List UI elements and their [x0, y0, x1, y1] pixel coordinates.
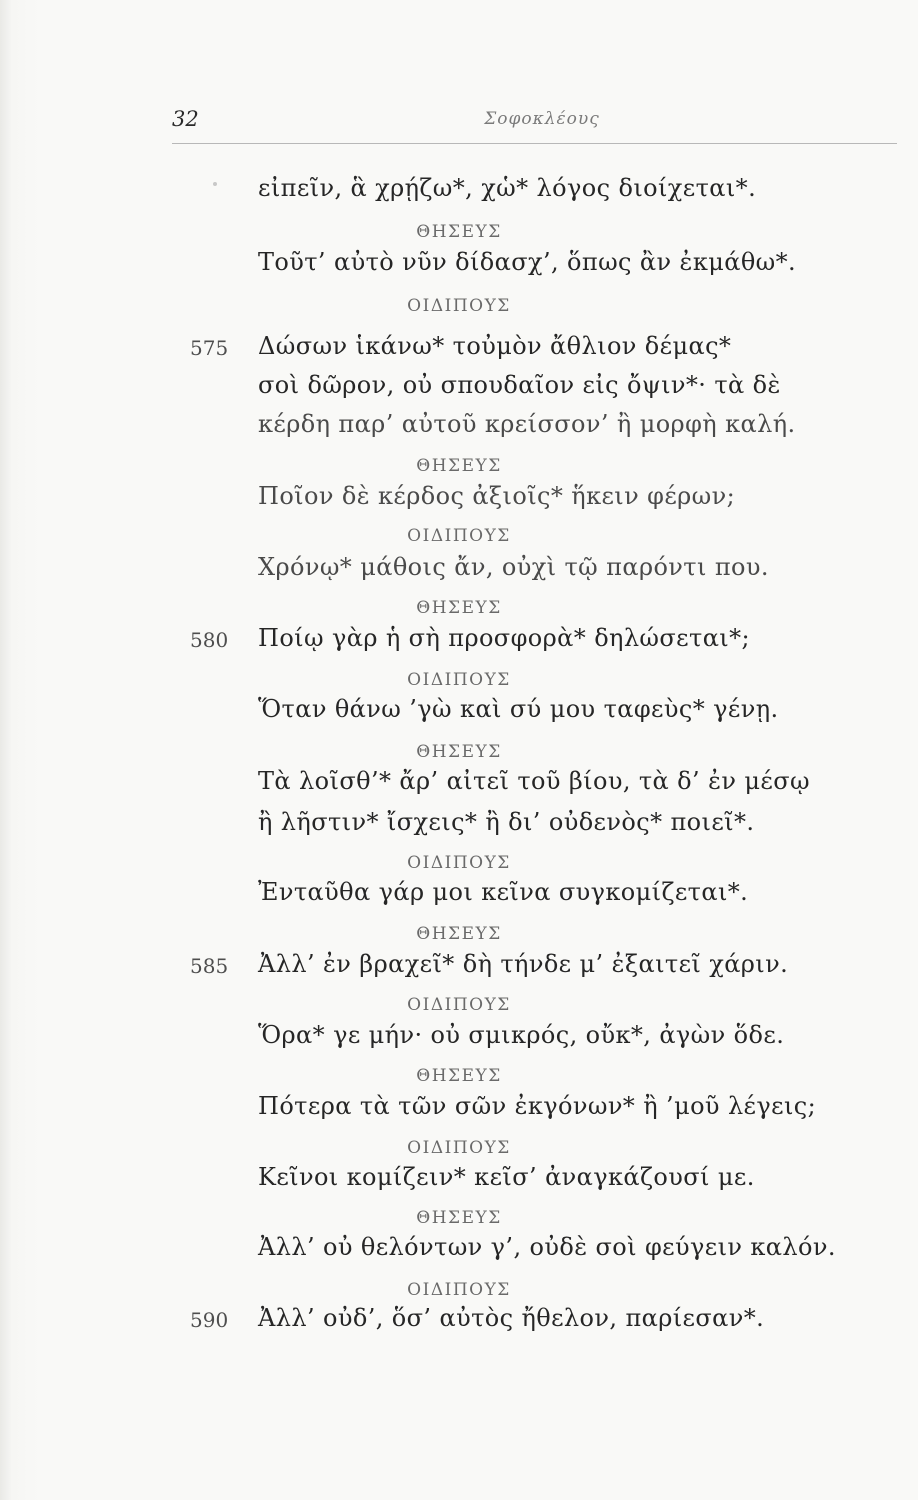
speaker-label: ΟΙΔΙΠΟΥΣ — [407, 1138, 511, 1158]
line-number: 585 — [190, 954, 229, 978]
verse-line: Ὅταν θάνω ’γὼ καὶ σύ μου ταφεὺς* γένῃ. — [258, 695, 779, 723]
verse-line: Ὅρα* γε μήν· οὐ σμικρός, οὔκ*, ἀγὼν ὅδε. — [258, 1021, 785, 1049]
line-number: 580 — [190, 628, 229, 652]
speaker-label: ΟΙΔΙΠΟΥΣ — [407, 670, 511, 690]
speaker-label: ΘΗΣΕΥΣ — [416, 222, 502, 242]
speaker-label: ΘΗΣΕΥΣ — [416, 742, 502, 762]
running-head: Σοφοκλέους — [484, 109, 600, 129]
speaker-label: ΘΗΣΕΥΣ — [416, 1066, 502, 1086]
speaker-label: ΘΗΣΕΥΣ — [416, 924, 502, 944]
line-number: 575 — [190, 336, 229, 360]
speaker-label: ΟΙΔΙΠΟΥΣ — [407, 296, 511, 316]
verse-line: Τὰ λοῖσθ’* ἄρ’ αἰτεῖ τοῦ βίου, τὰ δ’ ἐν μέσῳ — [258, 767, 810, 795]
verse-line: Κεῖνοι κομίζειν* κεῖσ’ ἀναγκάζουσί με. — [258, 1163, 755, 1191]
speaker-label: ΟΙΔΙΠΟΥΣ — [407, 995, 511, 1015]
verse-line: Τοῦτ’ αὐτὸ νῦν δίδασχ’, ὅπως ἂν ἐκμάθω*. — [258, 248, 797, 276]
speaker-label: ΘΗΣΕΥΣ — [416, 1208, 502, 1228]
verse-line: ἢ λῆστιν* ἴσχεις* ἢ δι’ οὐδενὸς* ποιεῖ*. — [258, 808, 755, 836]
line-number: 590 — [190, 1308, 229, 1332]
verse-line: σοὶ δῶρον, οὐ σπουδαῖον εἰς ὄψιν*· τὰ δὲ — [258, 371, 781, 399]
speaker-label: ΟΙΔΙΠΟΥΣ — [407, 526, 511, 546]
verse-line: Ἐνταῦθα γάρ μοι κεῖνα συγκομίζεται*. — [258, 878, 749, 906]
speaker-label: ΘΗΣΕΥΣ — [416, 456, 502, 476]
verse-line: Ἀλλ’ οὐδ’, ὅσ’ αὐτὸς ἤθελον, παρίεσαν*. — [258, 1304, 765, 1332]
verse-line: Πότερα τὰ τῶν σῶν ἐκγόνων* ἢ ’μοῦ λέγεις; — [258, 1092, 817, 1120]
verse-line: κέρδη παρ’ αὐτοῦ κρείσσον’ ἢ μορφὴ καλή. — [258, 410, 796, 438]
speaker-label: ΟΙΔΙΠΟΥΣ — [407, 853, 511, 873]
verse-line: Ποῖον δὲ κέρδος ἀξιοῖς* ἥκειν φέρων; — [258, 482, 736, 510]
speaker-label: ΟΙΔΙΠΟΥΣ — [407, 1280, 511, 1300]
page-number: 32 — [172, 107, 199, 131]
speaker-label: ΘΗΣΕΥΣ — [416, 598, 502, 618]
verse-line: Χρόνῳ* μάθοις ἄν, οὐχὶ τῷ παρόντι που. — [258, 553, 769, 581]
verse-line: Ἀλλ’ ἐν βραχεῖ* δὴ τήνδε μ’ ἐξαιτεῖ χάριν. — [258, 950, 789, 978]
verse-line: Ποίῳ γὰρ ἡ σὴ προσφορὰ* δηλώσεται*; — [258, 624, 750, 652]
verse-line: Ἀλλ’ οὐ θελόντων γ’, οὐδὲ σοὶ φεύγειν καλόν. — [258, 1233, 836, 1261]
verse-line: Δώσων ἱκάνω* τοὐμὸν ἄθλιον δέμας* — [258, 332, 732, 360]
verse-line: εἰπεῖν, ἃ χρῄζω*, χὡ* λόγος διοίχεται*. — [258, 174, 757, 202]
